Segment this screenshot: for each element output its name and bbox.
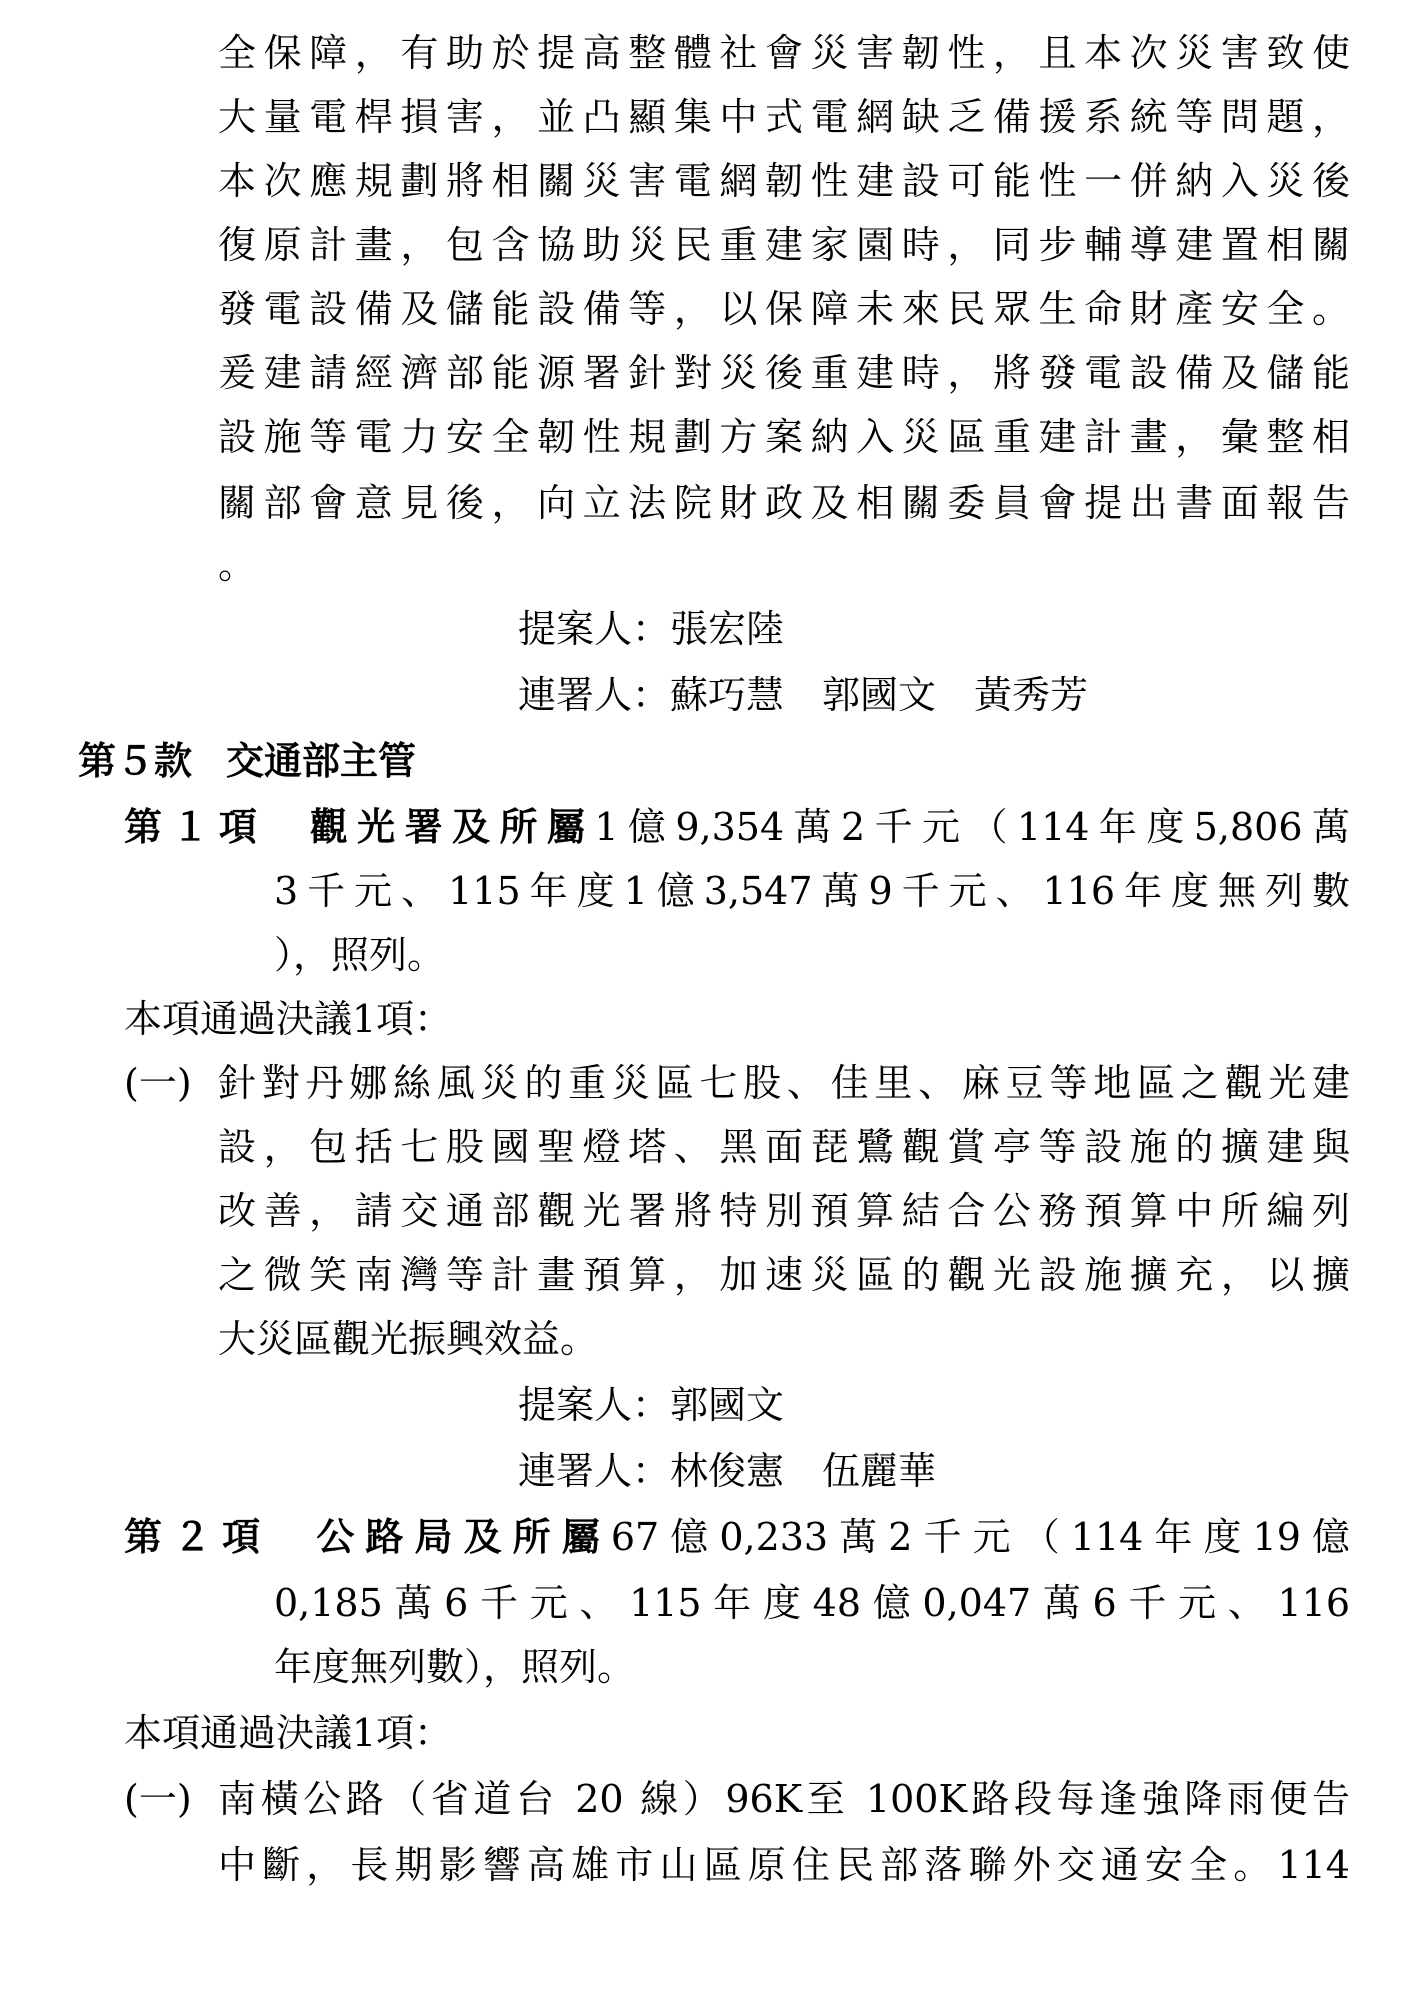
item2-resolution-line-1: 南橫公路（省道台 20 線）96K至 100K路段每逢強降雨便告	[218, 1777, 1350, 1821]
section-heading	[78, 738, 417, 783]
item1-label: 第１項	[124, 804, 267, 849]
intro-line-4: 復原計畫，包含協助災民重建家園時，同步輔導建置相關	[218, 223, 1350, 267]
item1-resolution-heading: 本項通過決議1項：	[124, 997, 453, 1041]
item1-resolution-line-5: 大災區觀光振興效益。	[218, 1317, 599, 1361]
item1-proposer: 提案人：郭國文	[518, 1383, 785, 1427]
intro-line-7: 設施等電力安全韌性規劃方案納入災區重建計畫，彙整相	[218, 415, 1350, 459]
intro-proposer: 提案人：張宏陸	[518, 607, 785, 651]
item2-amount-line2: 0,185萬6千元、115年度48億0,047萬6千元、116	[274, 1581, 1350, 1625]
item2-title-line	[124, 1514, 1350, 1559]
item2-amount-line3: 年度無列數），照列。	[274, 1645, 636, 1689]
intro-line-5: 發電設備及儲能設備等，以保障未來民眾生命財產安全。	[218, 287, 1350, 331]
item1-title-line	[124, 804, 1350, 849]
item1-cosigners: 連署人：林俊憲 伍麗華	[518, 1449, 937, 1493]
item2-amount-line1: 67億0,233萬2千元（114年度19億	[610, 1515, 1350, 1559]
item1-resolution-line-4: 之微笑南灣等計畫預算，加速災區的觀光設施擴充，以擴	[218, 1253, 1350, 1297]
item1-resolution-line-3: 改善，請交通部觀光署將特別預算結合公務預算中所編列	[218, 1189, 1350, 1233]
item1-amount-line2: 3千元、115年度1億3,547萬9千元、116年度無列數	[274, 869, 1350, 913]
item2-resolution-line-2: 中斷，長期影響高雄市山區原住民部落聯外交通安全。114	[218, 1843, 1350, 1887]
item1-name: 觀光署及所屬	[300, 804, 595, 849]
item1-resolution-line-2: 設，包括七股國聖燈塔、黑面琵鷺觀賞亭等設施的擴建與	[218, 1125, 1350, 1169]
item2-resolution-heading: 本項通過決議1項：	[124, 1711, 453, 1755]
item1-amount-line1: 1億9,354萬2千元（114年度5,806萬	[594, 805, 1350, 849]
section-label: 第５款	[78, 738, 193, 783]
intro-line-6: 爰建請經濟部能源署針對災後重建時，將發電設備及儲能	[218, 351, 1350, 395]
item1-resolution-line-1: 針對丹娜絲風災的重災區七股、佳里、麻豆等地區之觀光建	[218, 1061, 1350, 1105]
section-title: 交通部主管	[226, 738, 417, 783]
item2-resolution-number: (一)	[124, 1777, 192, 1821]
intro-line-3: 本次應規劃將相關災害電網韌性建設可能性一併納入災後	[218, 159, 1350, 203]
item1-amount-line3: ），照列。	[274, 933, 446, 977]
intro-line-1: 全保障，有助於提高整體社會災害韌性，且本次災害致使	[218, 31, 1350, 75]
item2-label: 第２項	[124, 1514, 272, 1559]
intro-line-2: 大量電桿損害，並凸顯集中式電網缺乏備援系統等問題，	[218, 95, 1350, 139]
item2-name: 公路局及所屬	[305, 1514, 611, 1559]
intro-line-8: 關部會意見後，向立法院財政及相關委員會提出書面報告	[218, 481, 1350, 525]
item1-resolution-number: (一)	[124, 1061, 192, 1105]
intro-line-9: 。	[218, 543, 257, 587]
intro-cosigners: 連署人：蘇巧慧 郭國文 黃秀芳	[518, 673, 1089, 717]
